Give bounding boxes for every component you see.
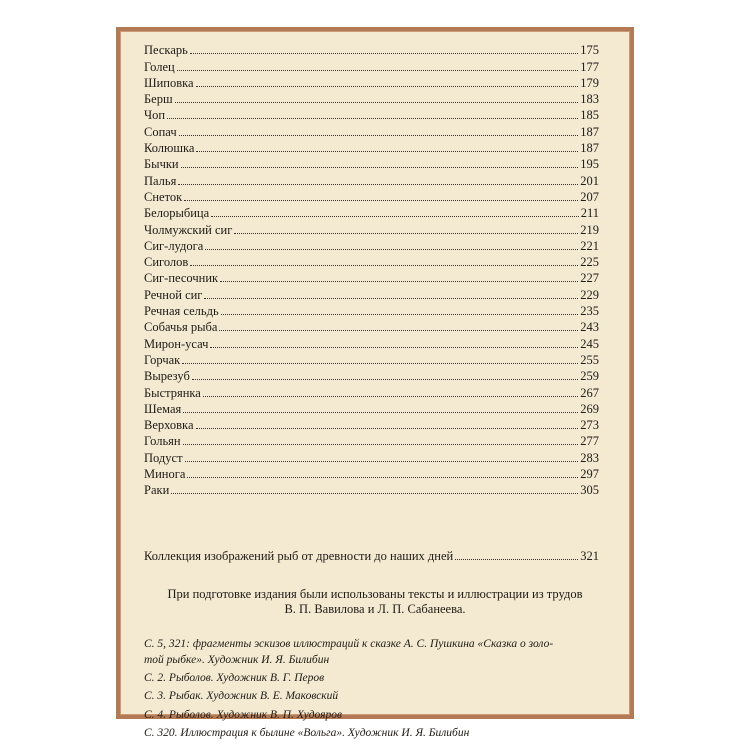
toc-entry-page: 175 bbox=[580, 43, 599, 58]
toc-entry-title: Речной сиг bbox=[144, 287, 203, 302]
toc-entry bbox=[144, 269, 599, 285]
toc-entry bbox=[144, 465, 599, 481]
toc-entry-title: Горчак bbox=[144, 352, 181, 367]
toc-entry-title: Мирон-усач bbox=[144, 336, 209, 351]
illustration-credits bbox=[144, 637, 614, 745]
toc-entry-page: 283 bbox=[580, 450, 599, 465]
credit-line: С. 5, 321: фрагменты эскизов иллюстраций к сказке А. С. Пушкина «Сказка о золо- bbox=[144, 638, 554, 650]
toc-entry-page: 185 bbox=[580, 108, 599, 123]
toc-entry-title: Сопач bbox=[144, 124, 177, 139]
toc-entry-title: Вырезуб bbox=[144, 369, 190, 384]
toc-entry-page: 201 bbox=[580, 173, 599, 188]
toc-entry-title: Раки bbox=[144, 483, 170, 498]
credit-line: той рыбке». Художник И. Я. Билибин bbox=[144, 653, 330, 666]
toc-entry-page: 221 bbox=[580, 238, 599, 253]
toc-entry-title: Верховка bbox=[144, 418, 194, 433]
toc-entry bbox=[144, 171, 599, 187]
dot-leader bbox=[175, 101, 579, 103]
dot-leader bbox=[221, 313, 579, 315]
table-of-contents bbox=[144, 41, 599, 497]
toc-entry bbox=[144, 318, 599, 334]
toc-entry-page: 267 bbox=[580, 385, 599, 400]
toc-entry-page: 177 bbox=[580, 59, 599, 74]
toc-entry-page: 229 bbox=[580, 287, 599, 302]
toc-entry bbox=[144, 383, 599, 399]
credit-line: С. 320. Иллюстрация к былине «Вольга». Художник И. Я. Билибин bbox=[144, 727, 470, 740]
toc-entry-page: 227 bbox=[580, 271, 599, 286]
toc-entry bbox=[144, 237, 599, 253]
sources-note bbox=[140, 587, 610, 617]
dot-leader bbox=[205, 248, 578, 250]
toc-entry bbox=[144, 351, 599, 367]
credit-item bbox=[144, 671, 614, 687]
toc-entry-title: Минога bbox=[144, 467, 186, 482]
toc-entry-page: 273 bbox=[580, 418, 599, 433]
toc-entry bbox=[144, 302, 599, 318]
dot-leader bbox=[196, 150, 578, 152]
toc-entry-title: Палья bbox=[144, 173, 177, 188]
dot-leader bbox=[184, 199, 578, 201]
toc-entry-page: 235 bbox=[580, 304, 599, 319]
dot-leader bbox=[210, 346, 578, 348]
toc-entry-collection bbox=[144, 547, 599, 563]
toc-entry bbox=[144, 481, 599, 497]
toc-entry-title: Белорыбица bbox=[144, 206, 210, 221]
toc-entry-title: Чолмужский сиг bbox=[144, 222, 233, 237]
toc-entry-title: Коллекция изображений рыб от древности до наших дней bbox=[144, 549, 454, 564]
toc-entry-title: Шиповка bbox=[144, 75, 194, 90]
credit-item bbox=[144, 726, 614, 742]
toc-entry-title: Снеток bbox=[144, 189, 183, 204]
dot-leader bbox=[178, 183, 578, 185]
toc-entry bbox=[144, 432, 599, 448]
toc-entry-page: 187 bbox=[580, 124, 599, 139]
dot-leader bbox=[204, 297, 578, 299]
dot-leader bbox=[211, 215, 579, 217]
dot-leader bbox=[185, 460, 579, 462]
dot-leader bbox=[220, 280, 578, 282]
credit-line: С. 4. Рыболов. Художник В. П. Худояров bbox=[144, 708, 342, 721]
dot-leader bbox=[167, 117, 578, 119]
toc-entry-title: Собачья рыба bbox=[144, 320, 218, 335]
toc-entry-title: Чоп bbox=[144, 108, 166, 123]
toc-entry-title: Речная сельдь bbox=[144, 304, 219, 319]
toc-entry bbox=[144, 90, 599, 106]
credit-item bbox=[144, 689, 614, 705]
toc-entry-page: 219 bbox=[580, 222, 599, 237]
dot-leader bbox=[190, 264, 578, 266]
toc-entry-page: 195 bbox=[580, 157, 599, 172]
sources-note-line: При подготовке издания были использованы тексты и иллюстрации из трудов bbox=[167, 587, 583, 601]
dot-leader bbox=[455, 558, 578, 560]
toc-entry-title: Берш bbox=[144, 92, 173, 107]
toc-entry-page: 211 bbox=[580, 206, 599, 221]
toc-entry-page: 297 bbox=[580, 467, 599, 482]
toc-entry-page: 269 bbox=[580, 401, 599, 416]
toc-entry-page: 255 bbox=[580, 352, 599, 367]
toc-entry-page: 207 bbox=[580, 189, 599, 204]
dot-leader bbox=[181, 166, 579, 168]
toc-entry-page: 187 bbox=[580, 141, 599, 156]
credit-item bbox=[144, 708, 614, 724]
toc-entry bbox=[144, 334, 599, 350]
dot-leader bbox=[219, 329, 578, 331]
toc-entry-title: Колюшка bbox=[144, 141, 195, 156]
credit-line: С. 3. Рыбак. Художник В. Е. Маковский bbox=[144, 690, 339, 703]
toc-entry-page: 225 bbox=[580, 255, 599, 270]
dot-leader bbox=[183, 443, 579, 445]
toc-entry-page: 243 bbox=[580, 320, 599, 335]
toc-entry-page: 179 bbox=[580, 75, 599, 90]
dot-leader bbox=[196, 427, 579, 429]
toc-entry-page: 305 bbox=[580, 483, 599, 498]
toc-entry bbox=[144, 122, 599, 138]
toc-entry-page: 183 bbox=[580, 92, 599, 107]
toc-entry bbox=[144, 139, 599, 155]
dot-leader bbox=[179, 134, 579, 136]
credit-item bbox=[144, 637, 614, 668]
toc-entry bbox=[144, 106, 599, 122]
dot-leader bbox=[171, 492, 578, 494]
toc-entry bbox=[144, 367, 599, 383]
toc-entry bbox=[144, 253, 599, 269]
dot-leader bbox=[182, 362, 578, 364]
dot-leader bbox=[177, 69, 579, 71]
toc-entry bbox=[144, 204, 599, 220]
toc-entry bbox=[144, 74, 599, 90]
toc-entry-page: 321 bbox=[580, 549, 599, 564]
toc-entry bbox=[144, 285, 599, 301]
toc-entry-title: Бычки bbox=[144, 157, 179, 172]
toc-entry bbox=[144, 155, 599, 171]
toc-entry-page: 259 bbox=[580, 369, 599, 384]
toc-entry-title: Пескарь bbox=[144, 43, 188, 58]
dot-leader bbox=[196, 85, 579, 87]
toc-entry-title: Быстрянка bbox=[144, 385, 201, 400]
toc-entry-title: Подуст bbox=[144, 450, 183, 465]
book-page bbox=[116, 27, 634, 740]
credit-line: С. 2. Рыболов. Художник В. Г. Перов bbox=[144, 671, 325, 684]
toc-entry-title: Гольян bbox=[144, 434, 181, 449]
toc-entry-page: 277 bbox=[580, 434, 599, 449]
dot-leader bbox=[190, 52, 578, 54]
toc-entry-title: Сиг-лудога bbox=[144, 238, 204, 253]
toc-entry bbox=[144, 57, 599, 73]
sources-note-line: В. П. Вавилова и Л. П. Сабанеева. bbox=[284, 602, 466, 616]
toc-entry bbox=[144, 41, 599, 57]
dot-leader bbox=[192, 378, 578, 380]
toc-entry-title: Голец bbox=[144, 59, 175, 74]
toc-entry bbox=[144, 400, 599, 416]
toc-entry-title: Сиголов bbox=[144, 255, 189, 270]
toc-entry bbox=[144, 220, 599, 236]
toc-entry bbox=[144, 448, 599, 464]
dot-leader bbox=[234, 232, 578, 234]
dot-leader bbox=[187, 476, 578, 478]
toc-entry-page: 245 bbox=[580, 336, 599, 351]
dot-leader bbox=[203, 395, 578, 397]
toc-entry bbox=[144, 188, 599, 204]
dot-leader bbox=[183, 411, 578, 413]
toc-entry bbox=[144, 416, 599, 432]
toc-entry-title: Сиг-песочник bbox=[144, 271, 219, 286]
toc-entry-title: Шемая bbox=[144, 401, 182, 416]
